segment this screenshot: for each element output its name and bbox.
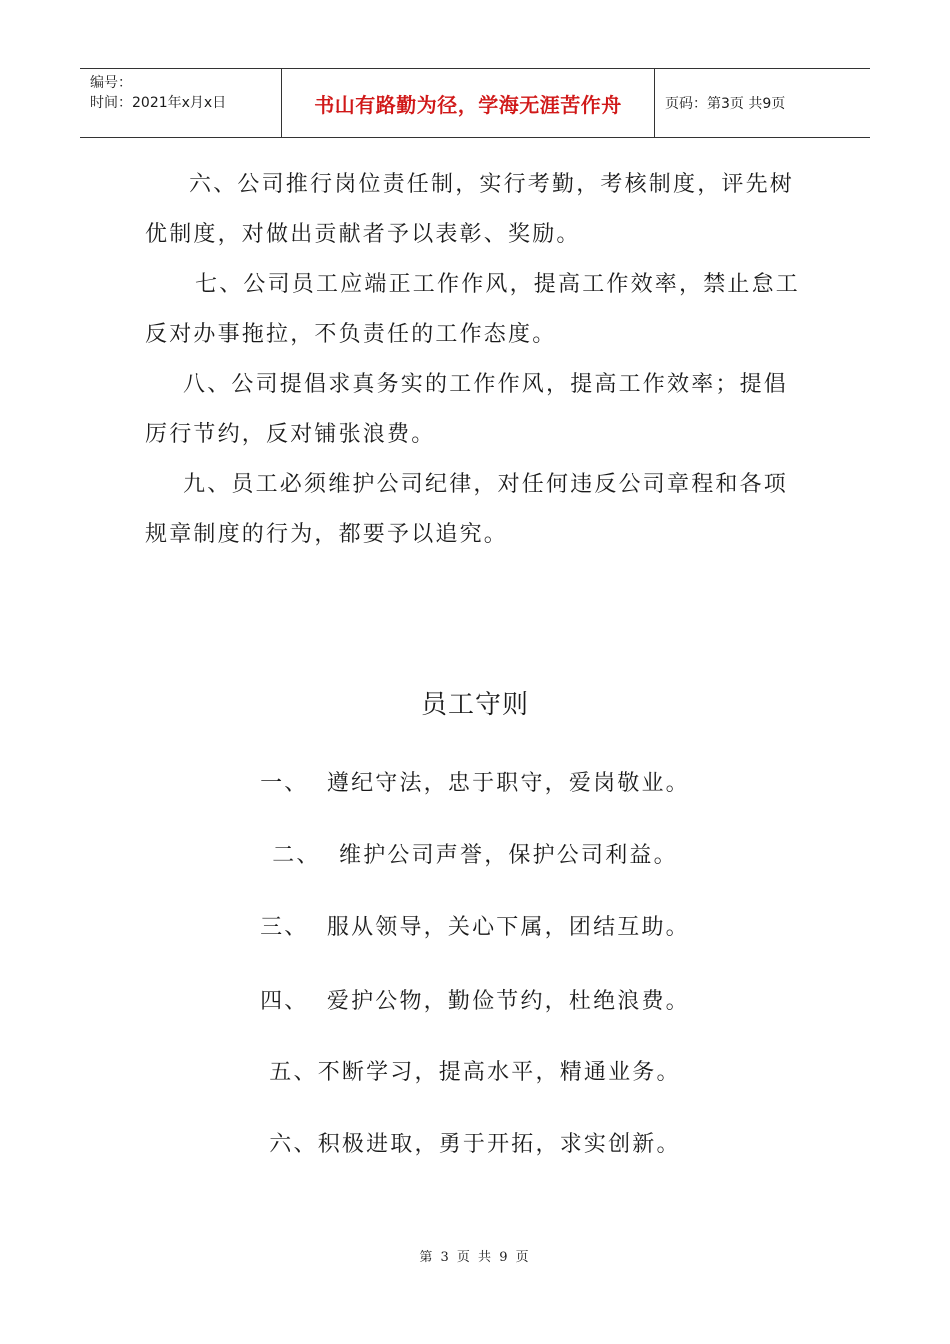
document-header <box>80 68 870 138</box>
paragraph-nine: 九、员工必须维护公司纪律，对任何违反公司章程和各项规章制度的行为，都要予以追究。 <box>145 472 789 547</box>
rule-item: 四、 爱护公物，勤俭节约，杜绝浪费。 <box>260 989 690 1014</box>
paragraph-seven: 七、公司员工应端正工作作风，提高工作效率，禁止怠工反对办事拖拉，不负责任的工作态度。 <box>145 272 801 347</box>
rule-item: 六、积极进取，勇于开拓，求实创新。 <box>269 1132 681 1157</box>
rule-item: 三、 服从领导，关心下属，团结互助。 <box>260 915 690 940</box>
rule-item: 五、不断学习，提高水平，精通业务。 <box>269 1060 681 1085</box>
paragraph-eight: 八、公司提倡求真务实的工作作风，提高工作效率；提倡厉行节约，反对铺张浪费。 <box>145 372 789 447</box>
header-page-code: 页码：第3页 共9页 <box>665 96 786 112</box>
rule-item: 一、 遵纪守法，忠于职守，爱岗敬业。 <box>260 771 690 796</box>
header-motto: 书山有路勤为径，学海无涯苦作舟 <box>282 69 655 137</box>
section-title: 员工守则 <box>420 690 529 720</box>
document-number-label: 编号： <box>90 75 132 91</box>
paragraph-six: 六、公司推行岗位责任制，实行考勤，考核制度，评先树优制度，对做出贡献者予以表彰、奖励。 <box>145 172 795 247</box>
rule-item: 二、 维护公司声誉，保护公司利益。 <box>272 843 678 868</box>
header-meta-cell <box>80 69 282 137</box>
page-footer: 第 3 页 共 9 页 <box>419 1250 531 1265</box>
document-time-label: 时间：2021年x月x日 <box>90 95 227 111</box>
